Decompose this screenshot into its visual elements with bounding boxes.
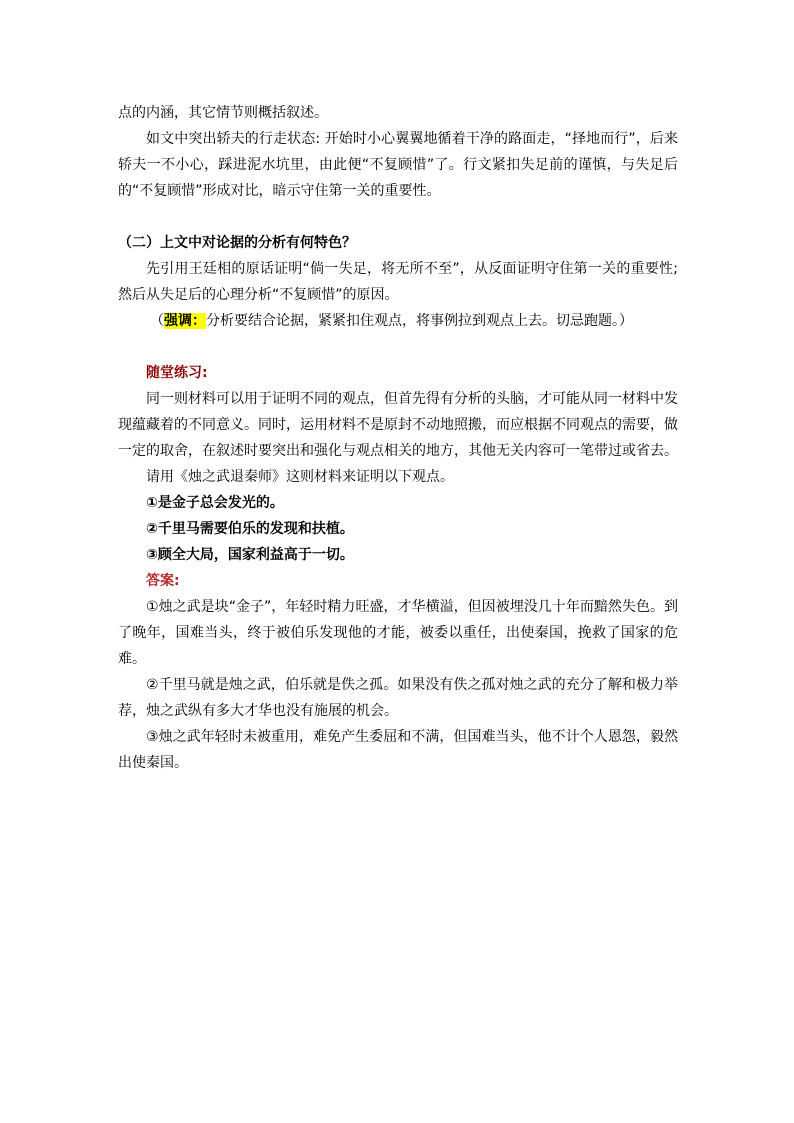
emphasis-text: 分析要结合论据，紧紧扣住观点，将事例拉到观点上去。切忌跑题。） (206, 313, 633, 329)
answer-2: ②千里马就是烛之武，伯乐就是佚之孤。如果没有佚之孤对烛之武的充分了解和极力举荐，烛之武纵有多大才华也没有施展的机会。 (118, 677, 678, 719)
practice-title: 随堂练习: (146, 365, 208, 381)
answer-title: 答案: (146, 573, 180, 589)
paragraph-1: 点的内涵，其它情节则概括叙述。 (118, 105, 328, 121)
paragraph-2: 如文中突出轿夫的行走状态: 开始时小心翼翼地循着干净的路面走，“择地而行”，后来轿夫一不小心，踩进泥水坑里，由此便“不复顾惜”了。行文紧扣失足前的谨慎，与失足后的“不复顾惜”形成对比，暗示守住第一关的重要性。 (118, 131, 678, 199)
section-2-paragraph: 先引用王廷相的原话证明“倘一失足，将无所不至”，从反面证明守住第一关的重要性;然后从失足后的心理分析“不复顾惜”的原因。 (118, 261, 678, 303)
emphasis-note-prefix: （ (150, 313, 164, 329)
viewpoint-3: ③顾全大局，国家利益高于一切。 (146, 547, 354, 563)
emphasis-note (118, 308, 678, 334)
answer-1: ①烛之武是块“金子”，年轻时精力旺盛，才华横溢，但因被埋没几十年而黯然失色。到了晚年，国难当头，终于被伯乐发现他的才能，被委以重任，出使秦国，挽救了国家的危难。 (118, 599, 678, 667)
document-content (118, 100, 678, 776)
section-2-title: （二）上文中对论据的分析有何特色？ (118, 235, 356, 251)
practice-instruction: 请用《烛之武退秦师》这则材料来证明以下观点。 (146, 469, 454, 485)
viewpoint-1: ①是金子总会发光的。 (146, 495, 284, 511)
viewpoint-2: ②千里马需要伯乐的发现和扶植。 (146, 521, 354, 537)
practice-paragraph: 同一则材料可以用于证明不同的观点，但首先得有分析的头脑，才可能从同一材料中发现蕴藏着的不同意义。同时，运用材料不是原封不动地照搬，而应根据不同观点的需要，做一定的取舍，在叙述时要突出和强化与观点相关的地方，其他无关内容可一笔带过或省去。 (118, 391, 678, 459)
emphasis-label: 强调： (164, 313, 206, 329)
answer-3: ③烛之武年轻时未被重用，难免产生委屈和不满，但国难当头，他不计个人恩怨，毅然出使秦国。 (118, 729, 678, 771)
